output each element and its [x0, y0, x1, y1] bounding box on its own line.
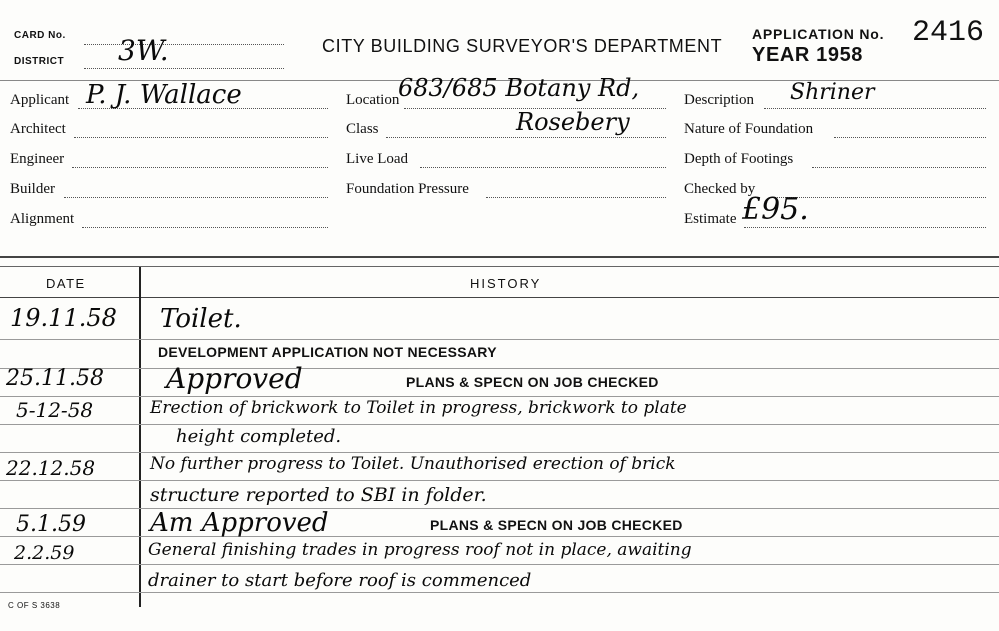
builder-line [64, 197, 328, 198]
foundation-pressure-line [486, 197, 666, 198]
builder-label: Builder [10, 181, 55, 197]
district-line [84, 68, 284, 69]
location-value: 683/685 Botany Rd, [398, 74, 640, 102]
nature-of-foundation-line [834, 137, 986, 138]
history-top-border [0, 256, 999, 258]
description-value: Shriner [790, 80, 875, 105]
class-label: Class [346, 121, 379, 137]
architect-line [74, 137, 328, 138]
applicant-value: P. J. Wallace [86, 80, 242, 110]
history-stamp: PLANS & SPECN ON JOB CHECKED [406, 374, 659, 390]
application-no-label: APPLICATION No. [752, 26, 885, 42]
history-stamp: PLANS & SPECN ON JOB CHECKED [430, 517, 683, 533]
history-text: General finishing trades in progress roof not in place, awaiting [148, 540, 692, 560]
live-load-line [420, 167, 666, 168]
estimate-label: Estimate [684, 211, 737, 227]
history-text: drainer to start before roof is commenced [148, 570, 532, 591]
applicant-label: Applicant [10, 92, 70, 108]
location-label: Location [346, 92, 400, 108]
ruled-line [0, 339, 999, 340]
alignment-label: Alignment [10, 211, 75, 227]
year-label: YEAR 1958 [752, 44, 864, 66]
class-value: Rosebery [516, 108, 630, 136]
ruled-line [0, 396, 999, 397]
checked-by-label: Checked by [684, 181, 756, 197]
engineer-label: Engineer [10, 151, 65, 167]
history-header-divider [0, 297, 999, 298]
history-date: 5-12-58 [16, 398, 94, 422]
history-date: 19.11.58 [10, 304, 117, 332]
history-header: HISTORY [470, 276, 542, 291]
history-text: Am Approved [150, 508, 329, 538]
depth-of-footings-line [812, 167, 986, 168]
ruled-line [0, 564, 999, 565]
alignment-line [82, 227, 328, 228]
ruled-line [0, 368, 999, 369]
foundation-pressure-label: Foundation Pressure [346, 181, 469, 197]
history-text: Approved [166, 362, 303, 395]
form-code: C OF S 3638 [8, 601, 61, 610]
live-load-label: Live Load [346, 151, 409, 167]
history-text: No further progress to Toilet. Unauthorised erection of brick [150, 454, 676, 474]
description-line [764, 108, 986, 109]
class-line [386, 137, 666, 138]
history-text: structure reported to SBI in folder. [150, 484, 487, 506]
estimate-value: £95. [742, 192, 809, 227]
date-header: DATE [46, 276, 86, 291]
history-date: 25.11.58 [6, 366, 104, 391]
engineer-line [72, 167, 328, 168]
history-top-border-2 [0, 266, 999, 267]
history-stamp: DEVELOPMENT APPLICATION NOT NECESSARY [158, 344, 497, 360]
estimate-line [744, 227, 986, 228]
ruled-line [0, 480, 999, 481]
ruled-line [0, 452, 999, 453]
district-label: DISTRICT [14, 56, 65, 67]
architect-label: Architect [10, 121, 66, 137]
description-label: Description [684, 92, 754, 108]
history-text: Toilet. [160, 304, 242, 334]
history-date: 22.12.58 [6, 456, 96, 480]
card-no-line [84, 44, 284, 45]
application-no-value: 2416 [912, 16, 985, 50]
ruled-line [0, 424, 999, 425]
history-date: 2.2.59 [14, 542, 75, 564]
nature-of-foundation-label: Nature of Foundation [684, 121, 814, 137]
depth-of-footings-label: Depth of Footings [684, 151, 794, 167]
history-date: 5.1.59 [16, 512, 86, 537]
department-title: CITY BUILDING SURVEYOR'S DEPARTMENT [322, 36, 723, 56]
date-column-divider [139, 267, 141, 607]
ruled-line [0, 592, 999, 593]
history-text: Erection of brickwork to Toilet in progress, brickwork to plate [150, 398, 687, 418]
district-value: 3W. [118, 34, 169, 67]
card-no-label: CARD No. [14, 30, 66, 41]
history-text: height completed. [176, 426, 342, 447]
